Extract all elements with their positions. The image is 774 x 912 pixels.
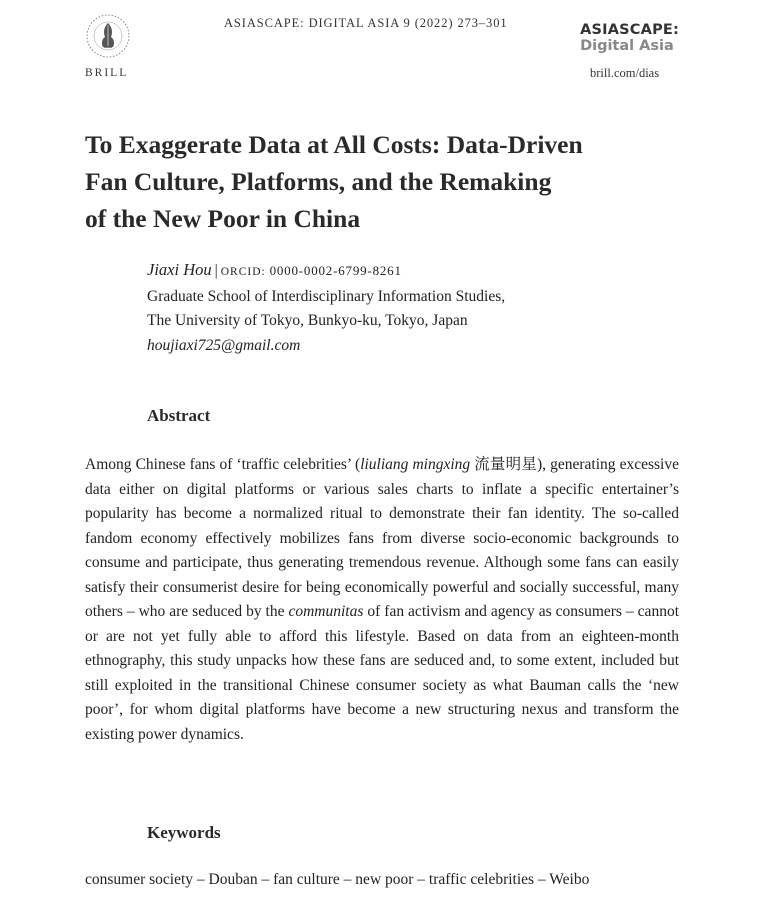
abstract-part-3: of fan activism and agency as consumers – cannot or are not yet fully able to afford this lifestyle. Based on data from an eighteen-month ethnography, this study unpacks how these fans are seduced and, to some extent, included but still exploited in the transitional Chinese consumer society as what Bauman calls the ‘new poor’, for whom digital platforms have become a new structuring nexus and transform the existing power dynamics. (85, 603, 679, 743)
title-line-1: To Exaggerate Data at All Costs: Data-Driven (85, 130, 583, 159)
publisher-name: BRILL (85, 67, 129, 79)
brill-seal-icon (84, 12, 132, 60)
keywords-heading: Keywords (147, 823, 221, 842)
affiliation-line-2: The University of Tokyo, Bunkyo-ku, Tokyo, Japan (147, 312, 468, 329)
brand-line-1: ASIASCAPE: (580, 22, 679, 38)
author-line (147, 258, 505, 285)
brand-line-2: Digital Asia (580, 38, 674, 54)
orcid-id[interactable]: 0000-0002-6799-8261 (269, 263, 402, 278)
brill-logo (84, 12, 132, 60)
separator: | (214, 262, 218, 279)
keywords-text: consumer society – Douban – fan culture – new poor – traffic celebrities – Weibo (85, 871, 590, 888)
journal-reference (224, 16, 508, 31)
author-block (147, 258, 505, 358)
author-email[interactable]: houjiaxi725@gmail.com (147, 336, 301, 354)
title-line-3: of the New Poor in China (85, 204, 361, 233)
title-line-2: Fan Culture, Platforms, and the Remaking (85, 167, 552, 196)
abstract-text (85, 453, 679, 747)
abstract-part-2: 流量明星), generating excessive data either on digital platforms or various sales charts to inflate a specific entertainer’s popularity has become a normalized ritual to demonstrate their fan identity. The so-called fandom economy effectively mobilizes fans from diverse socio-economic backgrounds to consume and participate, thus generating tremendous revenue. Although some fans can easily satisfy their consumerist desire for being economically powerful and socially successful, many others – who are seduced by the (85, 456, 679, 620)
author-name: Jiaxi Hou (147, 260, 212, 279)
affiliation-line-1: Graduate School of Interdisciplinary Information Studies, (147, 287, 506, 305)
journal-reference-text: ASIASCAPE: DIGITAL ASIA 9 (2022) 273–301 (224, 16, 508, 30)
abstract-term-1: liuliang mingxing (360, 456, 471, 473)
abstract-term-2: communitas (288, 603, 364, 620)
article-title (85, 126, 645, 237)
journal-url[interactable]: brill.com/dias (590, 66, 660, 80)
orcid-label: ORCID: (220, 266, 266, 278)
abstract-heading: Abstract (147, 406, 211, 425)
journal-brand (580, 22, 679, 54)
abstract-part-1: Among Chinese fans of ‘traffic celebrities’ ( (85, 456, 361, 473)
